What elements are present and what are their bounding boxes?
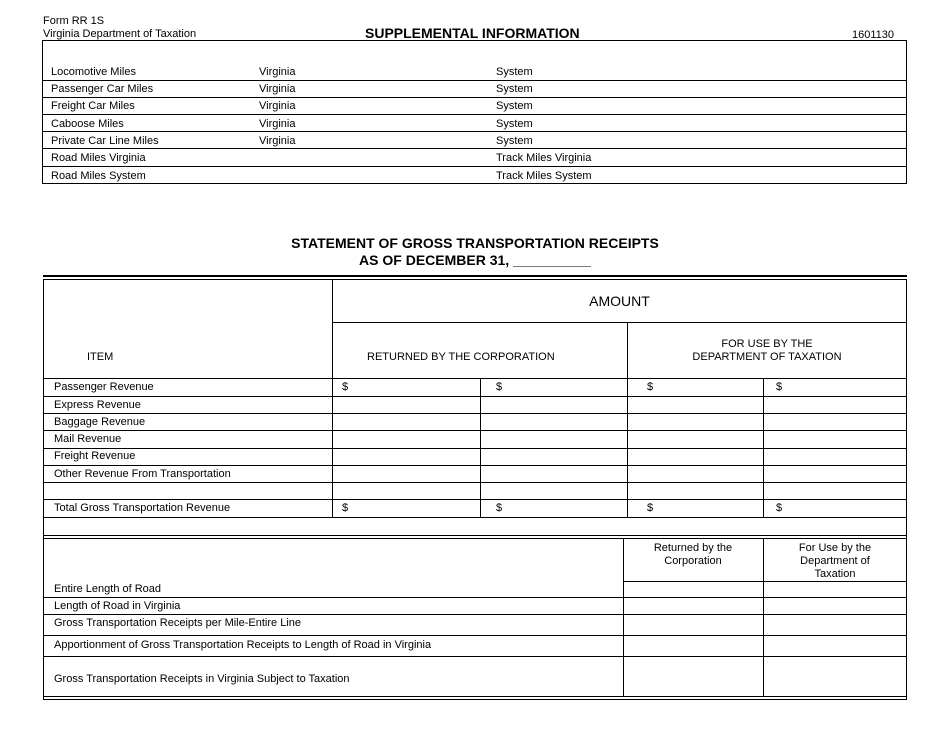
miles-virginia-label: Virginia [259,135,296,147]
revenue-row-label: Baggage Revenue [54,416,146,428]
miles-system-label: System [496,135,533,147]
miles-system-label: System [496,83,533,95]
divider [332,322,907,323]
miles-label: Private Car Line Miles [51,135,159,147]
divider [42,80,907,81]
miles-system-label: Track Miles System [496,170,592,182]
revenue-row-label: Other Revenue From Transportation [54,468,231,480]
divider [43,482,907,483]
dept-header-line2: DEPARTMENT OF TAXATION [692,351,842,363]
revenue-row-label: Freight Revenue [54,450,136,462]
divider [43,517,907,518]
miles-system-label: System [496,118,533,130]
currency-symbol: $ [776,381,783,393]
miles-label: Road Miles System [51,170,146,182]
dept-use-header-line1: For Use by the [798,542,872,554]
divider [43,656,907,657]
divider [42,114,907,115]
miles-virginia-label: Virginia [259,66,296,78]
miles-label: Passenger Car Miles [51,83,154,95]
page-title: SUPPLEMENTAL INFORMATION [365,25,580,41]
divider [43,430,907,431]
apportionment-row-label: Gross Transportation Receipts in Virginia Subject to Taxation [54,673,350,685]
miles-system-label: System [496,100,533,112]
revenue-row-label: Mail Revenue [54,433,122,445]
miles-label: Road Miles Virginia [51,152,146,164]
returned-header-line2: Corporation [664,555,722,567]
currency-symbol: $ [776,502,783,514]
divider [43,413,907,414]
miles-label: Locomotive Miles [51,66,136,78]
statement-subtitle: AS OF DECEMBER 31, __________ [359,252,591,268]
revenue-row-label: Passenger Revenue [54,381,154,393]
divider [42,166,907,167]
divider [623,581,907,582]
divider [43,396,907,397]
dept-header-line1: FOR USE BY THE [721,338,813,350]
divider [42,148,907,149]
currency-symbol: $ [496,381,503,393]
form-number: 1601130 [852,29,895,41]
miles-system-label: System [496,66,533,78]
revenue-row-label: Express Revenue [54,399,141,411]
divider [43,535,907,536]
miles-system-label: Track Miles Virginia [496,152,592,164]
miles-label: Freight Car Miles [51,100,135,112]
divider [43,465,907,466]
apportionment-row-label: Apportionment of Gross Transportation Receipts to Length of Road in Virginia [54,639,432,651]
apportionment-row-label: Length of Road in Virginia [54,600,181,612]
currency-symbol: $ [647,502,654,514]
double-rule [43,275,907,277]
returned-header-line1: Returned by the [653,542,733,554]
divider [43,538,907,539]
currency-symbol: $ [647,381,654,393]
divider [43,597,907,598]
form-id: Form RR 1S [43,15,105,27]
returned-by-corporation-header: RETURNED BY THE CORPORATION [367,351,555,363]
currency-symbol: $ [342,381,349,393]
apportionment-row-label: Gross Transportation Receipts per Mile-Entire Line [54,617,301,629]
miles-virginia-label: Virginia [259,118,296,130]
miles-table [42,40,907,184]
divider [43,696,907,697]
dept-use-header-line3: Taxation [814,568,856,580]
divider [43,448,907,449]
currency-symbol: $ [496,502,503,514]
divider [43,614,907,615]
miles-label: Caboose Miles [51,118,124,130]
currency-symbol: $ [342,502,349,514]
divider [43,635,907,636]
miles-virginia-label: Virginia [259,100,296,112]
amount-header: AMOUNT [589,293,650,309]
item-header: ITEM [87,351,114,363]
statement-title: STATEMENT OF GROSS TRANSPORTATION RECEIPTS [291,235,659,251]
miles-virginia-label: Virginia [259,83,296,95]
total-revenue-label: Total Gross Transportation Revenue [54,502,231,514]
dept-use-header-line2: Department of [800,555,870,567]
divider [42,97,907,98]
divider [43,499,907,500]
divider [42,131,907,132]
divider [43,378,907,379]
apportionment-row-label: Entire Length of Road [54,583,162,595]
department-name: Virginia Department of Taxation [43,28,197,40]
